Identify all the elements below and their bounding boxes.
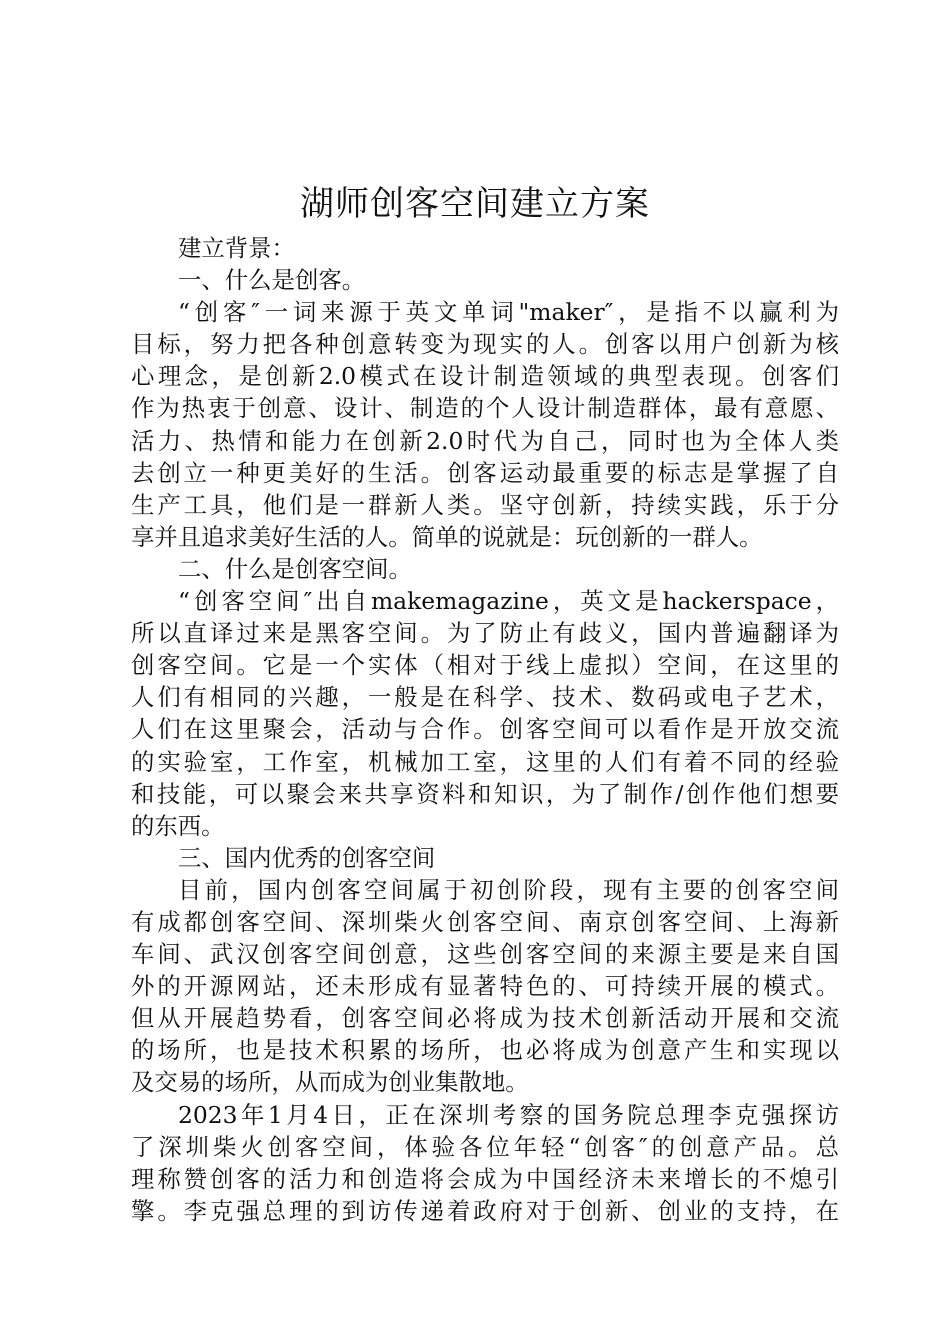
text-line: 目标，努力把各种创意转变为现实的人。创客以用户创新为核 (131, 330, 839, 359)
text-line: 心理念，是创新2.0模式在设计制造领域的典型表现。创客们 (131, 362, 839, 391)
text-line: 所以直译过来是黑客空间。为了防止有歧义，国内普遍翻译为 (131, 619, 839, 648)
text-line: 生产工具，他们是一群新人类。坚守创新，持续实践，乐于分 (131, 490, 839, 519)
text-line: 创客空间。它是一个实体（相对于线上虚拟）空间，在这里的 (131, 651, 839, 680)
document-title: 湖师创客空间建立方案 (300, 184, 650, 224)
text-line: 一、什么是创客。 (178, 266, 366, 295)
text-line: 享并且追求美好生活的人。简单的说就是：玩创新的一群人。 (131, 522, 763, 551)
text-line: 和技能，可以聚会来共享资料和知识，为了制作/创作他们想要 (131, 779, 839, 808)
text-line: 外的开源网站，还未形成有显著特色的、可持续开展的模式。 (131, 972, 839, 1001)
text-line: 理称赞创客的活力和创造将会成为中国经济未来增长的不熄引 (131, 1164, 839, 1193)
text-line: 人们有相同的兴趣，一般是在科学、技术、数码或电子艺术， (131, 683, 839, 712)
text-line: 及交易的场所，从而成为创业集散地。 (131, 1068, 529, 1097)
text-line: 二、什么是创客空间。 (178, 554, 412, 583)
text-line: 去创立一种更美好的生活。创客运动最重要的标志是掌握了自 (131, 458, 839, 487)
text-line: 三、国内优秀的创客空间 (178, 843, 436, 872)
text-line: 的场所，也是技术积累的场所，也必将成为创意产生和实现以 (131, 1036, 839, 1065)
text-line: 人们在这里聚会，活动与合作。创客空间可以看作是开放交流 (131, 715, 839, 744)
document-body (131, 232, 839, 1227)
text-line: 擎。李克强总理的到访传递着政府对于创新、创业的支持，在 (131, 1196, 839, 1225)
text-line: 了深圳柴火创客空间，体验各位年轻“创客″的创意产品。总 (131, 1132, 839, 1161)
text-line: 的东西。 (131, 811, 225, 840)
text-line: 活力、热情和能力在创新2.0时代为自己，同时也为全体人类 (131, 426, 839, 455)
text-line: 作为热衷于创意、设计、制造的个人设计制造群体，最有意愿、 (131, 394, 839, 423)
text-line: 车间、武汉创客空间创意，这些创客空间的来源主要是来自国 (131, 940, 839, 969)
text-line: “创客空间″出自makemagazine，英文是hackerspace， (178, 587, 839, 616)
text-line: 目前，国内创客空间属于初创阶段，现有主要的创客空间 (178, 875, 839, 904)
text-line: 但从开展趋势看，创客空间必将成为技术创新活动开展和交流 (131, 1004, 839, 1033)
text-line: 有成都创客空间、深圳柴火创客空间、南京创客空间、上海新 (131, 907, 839, 936)
text-line: “创客″一词来源于英文单词"maker″，是指不以赢利为 (178, 298, 839, 327)
text-line: 2023年1月4日，正在深圳考察的国务院总理李克强探访 (178, 1100, 839, 1129)
text-line: 建立背景： (178, 234, 295, 262)
text-line: 的实验室，工作室，机械加工室，这里的人们有着不同的经验 (131, 747, 839, 776)
